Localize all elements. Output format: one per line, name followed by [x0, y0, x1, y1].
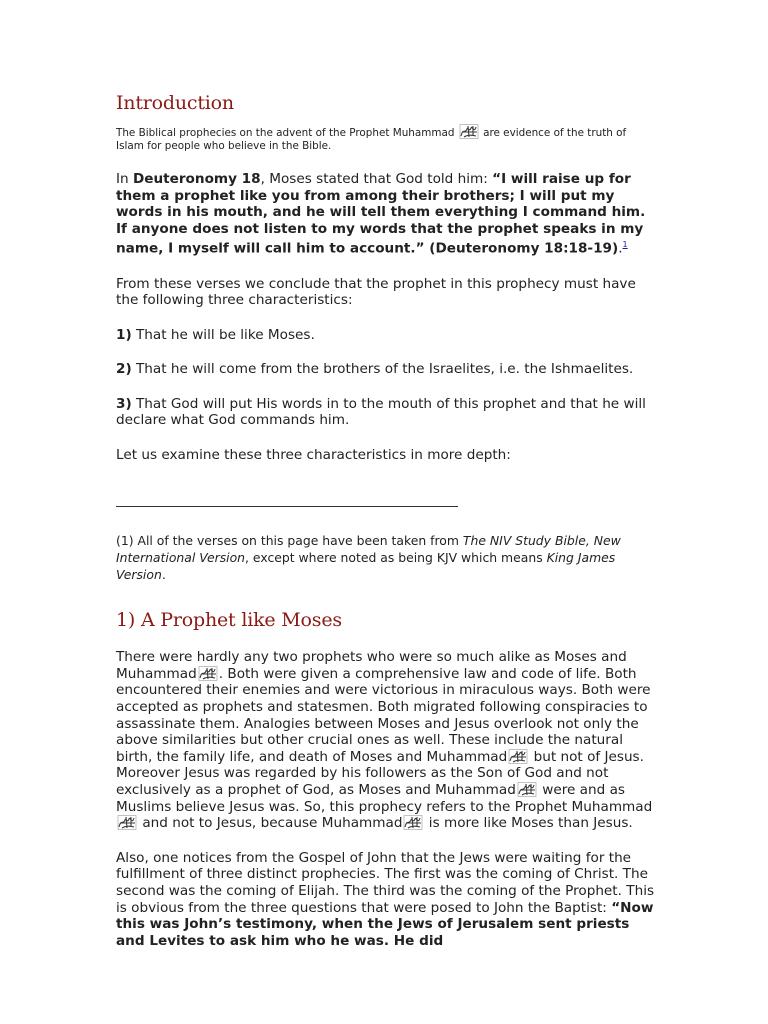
intro-heading: Introduction	[116, 92, 234, 114]
footnote-kjv: King James Version	[116, 550, 616, 583]
deut-period: .	[618, 240, 623, 257]
s1-text: and not to Jesus, because Muhammad	[138, 815, 403, 832]
section-1-paragraph-2	[116, 850, 656, 950]
footnote-divider	[116, 498, 656, 515]
characteristic-2	[116, 361, 656, 378]
characteristic-3	[116, 396, 656, 429]
pbuh-calligraphy-icon	[198, 666, 218, 681]
section-1-paragraph-1	[116, 649, 656, 832]
footnote-book-title: The NIV Study Bible, New International Version	[116, 533, 621, 566]
footnote-text: All of the verses on this page have been taken from	[133, 533, 463, 549]
pbuh-calligraphy-icon	[517, 782, 537, 797]
deut-reference: Deuteronomy 18	[132, 171, 261, 187]
characteristic-text: That God will put His words in to the mouth of this prophet and that he will declare what God commands him.	[116, 395, 646, 429]
pbuh-calligraphy-icon	[508, 749, 528, 764]
document-content	[116, 92, 656, 949]
pbuh-calligraphy-icon	[117, 815, 137, 830]
intro-paragraph	[116, 124, 656, 153]
footnote-text: , except where noted as being KJV which means	[245, 550, 547, 566]
characteristic-number: 3)	[116, 395, 132, 412]
footnote-mark: (1)	[116, 533, 134, 549]
intro-text-before: The Biblical prophecies on the advent of the Prophet Muhammad	[116, 127, 455, 139]
deuteronomy-paragraph	[116, 171, 656, 258]
john-quote: “Now this was John’s testimony, when the Jews of Jerusalem sent priests and Levites to ask him who he was. He did	[116, 899, 654, 949]
conclusion-paragraph: From these verses we conclude that the prophet in this prophecy must have the following three characteristics:	[116, 275, 636, 309]
characteristic-number: 2)	[116, 361, 132, 378]
characteristic-text: That he will be like Moses.	[131, 326, 315, 343]
section-1-heading: 1) A Prophet like Moses	[116, 609, 342, 632]
footnote-link-1[interactable]: 1	[622, 240, 628, 250]
divider-line	[116, 505, 458, 507]
s1-text: There were hardly any two prophets who were so much alike as Moses and Muhammad	[116, 649, 627, 682]
pbuh-calligraphy-icon	[403, 815, 423, 830]
s1-text: Also, one notices from the Gospel of John that the Jews were waiting for the fulfillment of three distinct prophecies. The first was the coming of Christ. The second was the coming of Elijah. The third was the coming of the Prophet. This is obvious from the three questions that were posed to John the Baptist:	[116, 849, 655, 916]
footnote-text: .	[161, 567, 166, 583]
characteristic-1	[116, 327, 656, 344]
footnote-paragraph	[116, 532, 656, 583]
s1-text: is more like Moses than Jesus.	[424, 815, 633, 832]
s1-text: . Both were given a comprehensive law and code of life. Both encountered their enemies and were victorious in miraculous ways. Both were accepted as prophets and statesmen. Both migrated following conspiracies to assassinate them. Analogies between Moses and Jesus overlook not only the above similarities but other crucial ones as well. These include the natural birth, the family life, and death of Moses and Muhammad	[116, 665, 651, 765]
deut-in-text: In	[116, 171, 133, 187]
s1-text: were and as Muslims believe Jesus was. So, this prophecy refers to the Prophet Muhammad	[116, 782, 653, 815]
intro-text-after: are evidence of the truth of Islam for people who believe in the Bible.	[116, 127, 627, 152]
deut-stated-text: , Moses stated that God told him:	[260, 171, 493, 187]
characteristic-number: 1)	[116, 326, 132, 343]
deut-quote: “I will raise up for them a prophet like you from among their brothers; I will put my words in his mouth, and he will tell them everything I command him. If anyone does not listen to my words that the prophet speaks in my name, I myself will call him to account.” (Deuteronomy 18:18-19)	[116, 171, 646, 257]
characteristic-text: That he will come from the brothers of the Israelites, i.e. the Ishmaelites.	[131, 361, 634, 378]
pbuh-calligraphy-icon	[459, 124, 479, 139]
examine-paragraph: Let us examine these three characteristics in more depth:	[116, 447, 511, 464]
s1-text: but not of Jesus. Moreover Jesus was regarded by his followers as the Son of God and not exclusively as a prophet of God, as Moses and Muhammad	[116, 748, 644, 798]
